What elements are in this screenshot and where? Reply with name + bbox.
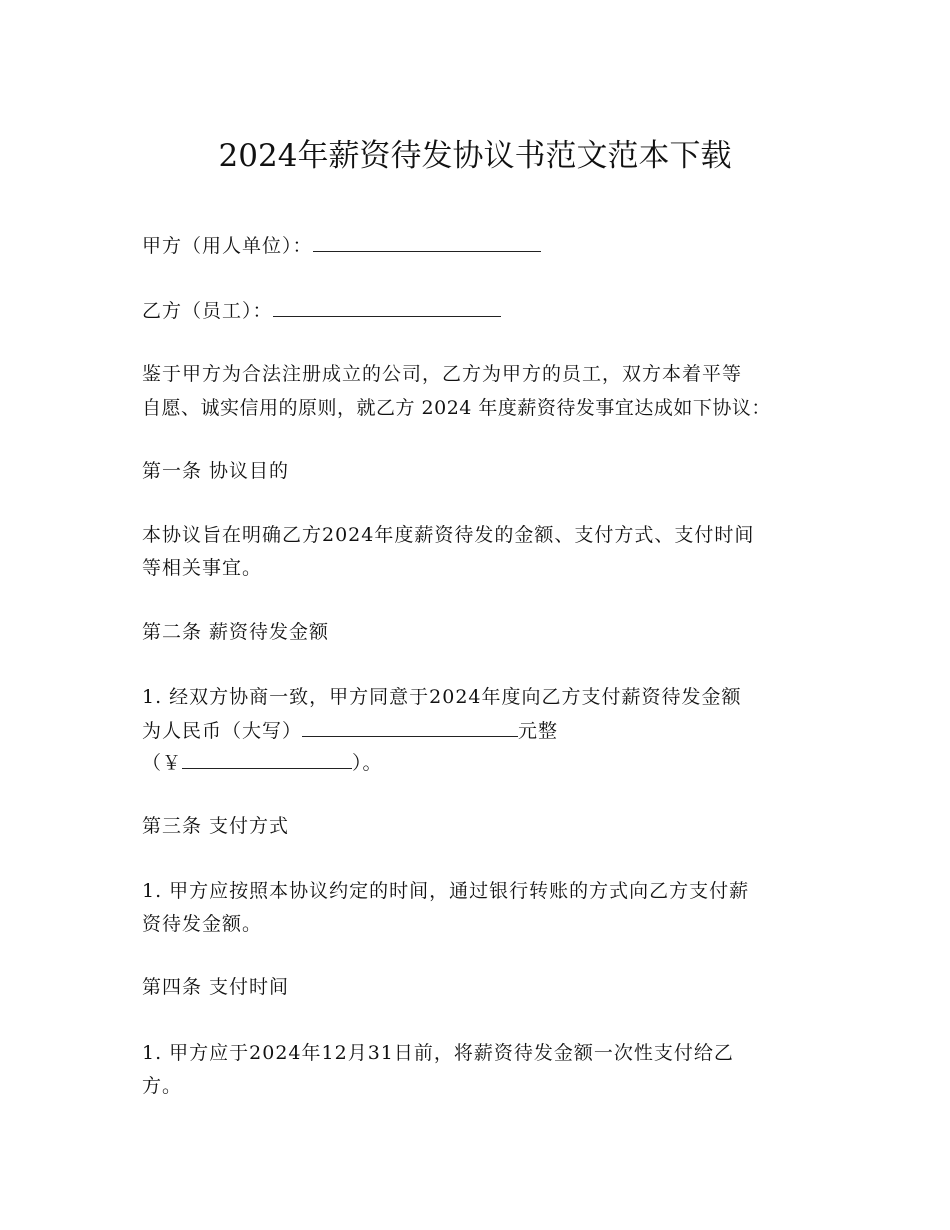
article1-heading: 第一条 协议目的 (142, 460, 290, 482)
party-a-blank (313, 229, 541, 252)
amount-figure-suffix: ）。 (352, 752, 383, 774)
article2-heading: 第二条 薪资待发金额 (142, 621, 330, 643)
article2-line-1: 1. 经双方协商一致，甲方同意于2024年度向乙方支付薪资待发金额 (142, 686, 742, 708)
article2-line-3 (142, 746, 383, 779)
article1-line-1: 本协议旨在明确乙方2024年度薪资待发的金额、支付方式、支付时间 (142, 524, 755, 546)
party-a-line (142, 229, 541, 262)
amount-figure-blank (182, 746, 352, 769)
amount-words-label: 为人民币（大写） (142, 720, 303, 742)
amount-words-blank (302, 714, 518, 737)
amount-figure-label: （￥ (142, 752, 183, 774)
article1-line-2: 等相关事宜。 (142, 557, 263, 579)
party-b-label: 乙方（员工）： (142, 300, 273, 322)
article3-line-1: 1. 甲方应按照本协议约定的时间，通过银行转账的方式向乙方支付薪 (142, 880, 750, 902)
party-b-blank (273, 294, 501, 317)
article3-line-2: 资待发金额。 (142, 913, 263, 935)
party-a-label: 甲方（用人单位）： (142, 235, 313, 257)
amount-words-suffix: 元整 (518, 720, 559, 742)
intro-line-2: 自愿、诚实信用的原则，就乙方 2024 年度薪资待发事宜达成如下协议： (142, 397, 771, 419)
intro-line-1: 鉴于甲方为合法注册成立的公司，乙方为甲方的员工，双方本着平等 (142, 363, 743, 385)
article4-heading: 第四条 支付时间 (142, 976, 290, 998)
document-title: 2024年薪资待发协议书范文范本下载 (218, 138, 732, 174)
article3-heading: 第三条 支付方式 (142, 815, 290, 837)
party-b-line (142, 294, 501, 327)
article4-line-2: 方。 (142, 1075, 183, 1097)
article4-line-1: 1. 甲方应于2024年12月31日前，将薪资待发金额一次性支付给乙 (142, 1042, 734, 1064)
article2-line-2 (142, 714, 558, 747)
